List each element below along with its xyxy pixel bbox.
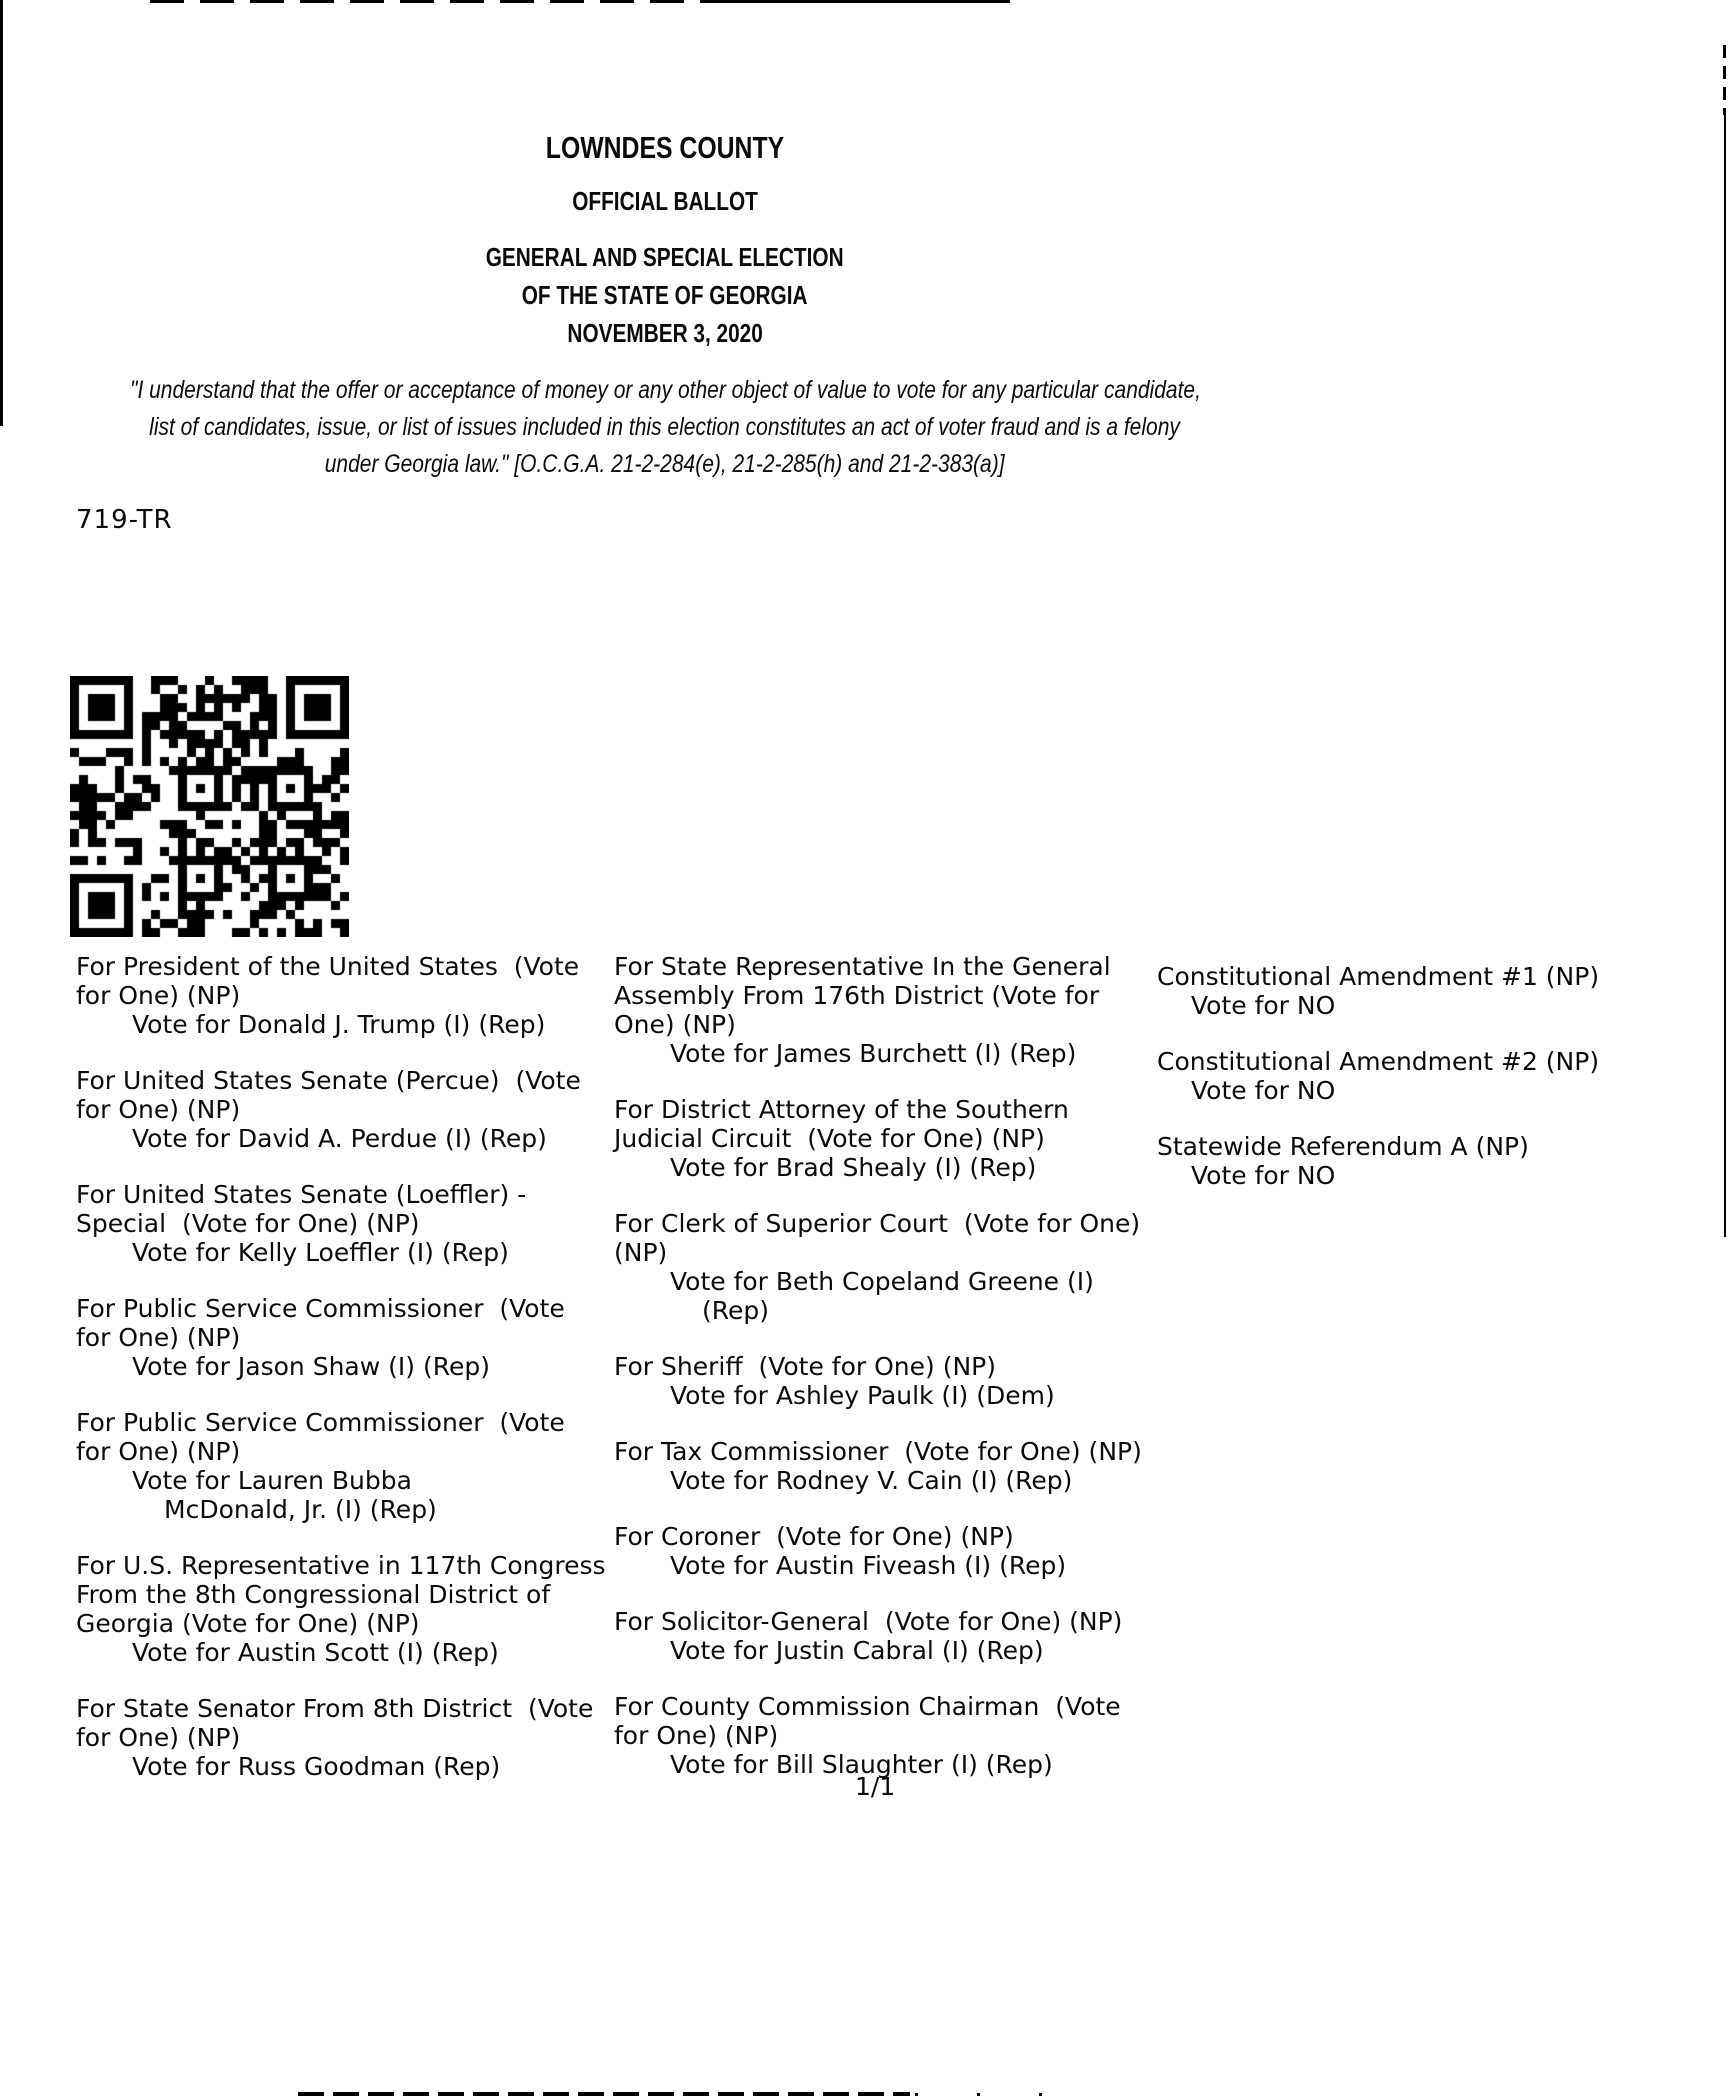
- contest: [76, 952, 636, 1039]
- contest-selection-line: Vote for NO: [1191, 1161, 1336, 1190]
- contest-selection-line: Vote for Brad Shealy (I) (Rep): [670, 1153, 1037, 1182]
- ballot-style-code: 719-TR: [76, 505, 173, 535]
- contest-selection-line: Vote for Austin Fiveash (I) (Rep): [670, 1551, 1067, 1580]
- contest-title-line: for One) (NP): [76, 1095, 241, 1124]
- contest-title-line: Judicial Circuit (Vote for One) (NP): [614, 1124, 1045, 1153]
- contest-title-line: for One) (NP): [614, 1721, 779, 1750]
- contest-title-line: Georgia (Vote for One) (NP): [76, 1609, 420, 1638]
- election-title: GENERAL AND SPECIAL ELECTION OF THE STATE OF GEORGIA NOVEMBER 3, 2020: [0, 238, 1330, 352]
- ballot-column-3: [1157, 962, 1702, 1217]
- contest: [76, 1180, 636, 1267]
- contest: [1157, 962, 1702, 1020]
- contest: [1157, 1047, 1702, 1105]
- scan-edge-bottom-dots: [915, 2093, 1060, 2096]
- fraud-notice-line: list of candidates, issue, or list of issues included in this election constitutes an act of voter fraud and is a felony: [149, 413, 1181, 441]
- contest: [76, 1408, 636, 1524]
- contest: [614, 1522, 1174, 1580]
- fraud-notice-line: under Georgia law." [O.C.G.A. 21-2-284(e), 21-2-285(h) and 21-2-383(a)]: [325, 450, 1005, 478]
- contest-selection-line: Vote for Jason Shaw (I) (Rep): [132, 1352, 490, 1381]
- contest-title-line: For Tax Commissioner (Vote for One) (NP): [614, 1437, 1142, 1466]
- contest: [76, 1694, 636, 1781]
- contest-title-line: for One) (NP): [76, 1723, 241, 1752]
- contest: [614, 1437, 1174, 1495]
- page-number: 1/1: [855, 1772, 896, 1801]
- contest: [1157, 1132, 1702, 1190]
- contest-selection-line: Vote for Rodney V. Cain (I) (Rep): [670, 1466, 1073, 1495]
- ballot-column-1: [76, 952, 636, 1808]
- contest-title-line: For Clerk of Superior Court (Vote for One): [614, 1209, 1141, 1238]
- contest-title-line: for One) (NP): [76, 1323, 241, 1352]
- contest-title-line: Statewide Referendum A (NP): [1157, 1132, 1529, 1161]
- contest-title-line: For Public Service Commissioner (Vote: [76, 1294, 565, 1323]
- ballot-title: OFFICIAL BALLOT: [572, 186, 758, 216]
- contest-selection-line: Vote for Lauren Bubba: [132, 1466, 412, 1495]
- contest: [614, 1692, 1174, 1779]
- contest: [76, 1066, 636, 1153]
- contest-selection-line: Vote for Russ Goodman (Rep): [132, 1752, 501, 1781]
- scan-edge-right: [1724, 112, 1726, 1237]
- contest-selection-line: Vote for Beth Copeland Greene (I): [670, 1267, 1094, 1296]
- contest-title-line: (NP): [614, 1238, 668, 1267]
- contest-title-line: One) (NP): [614, 1010, 736, 1039]
- contest-title-line: From the 8th Congressional District of: [76, 1580, 551, 1609]
- contest-title-line: for One) (NP): [76, 1437, 241, 1466]
- contest-title-line: For Sheriff (Vote for One) (NP): [614, 1352, 996, 1381]
- contest-selection-line: Vote for Kelly Loeffler (I) (Rep): [132, 1238, 509, 1267]
- ballot-column-2: [614, 952, 1174, 1806]
- contest: [614, 1607, 1174, 1665]
- election-state-line: OF THE STATE OF GEORGIA: [522, 280, 808, 310]
- contest-selection-line: Vote for Ashley Paulk (I) (Dem): [670, 1381, 1055, 1410]
- contest: [614, 952, 1174, 1068]
- contest-title-line: Constitutional Amendment #1 (NP): [1157, 962, 1600, 991]
- contest-selection-line: Vote for Justin Cabral (I) (Rep): [670, 1636, 1044, 1665]
- contest-title-line: For District Attorney of the Southern: [614, 1095, 1069, 1124]
- contest-title-line: For United States Senate (Loeffler) -: [76, 1180, 527, 1209]
- contest-title-line: For County Commission Chairman (Vote: [614, 1692, 1121, 1721]
- contest-selection-line: Vote for Bill Slaughter (I) (Rep): [670, 1750, 1053, 1779]
- contest: [76, 1551, 636, 1667]
- contest-title-line: For President of the United States (Vote: [76, 952, 580, 981]
- ballot-header: [0, 131, 1330, 352]
- contest: [76, 1294, 636, 1381]
- scan-edge-right-dashed: [1723, 45, 1726, 115]
- contest-title-line: For State Representative In the General: [614, 952, 1111, 981]
- qr-code: [70, 676, 349, 937]
- scan-edge-top: [150, 0, 710, 3]
- contest-title-line: For Coroner (Vote for One) (NP): [614, 1522, 1014, 1551]
- contest-title-line: For United States Senate (Percue) (Vote: [76, 1066, 581, 1095]
- county-title: LOWNDES COUNTY: [545, 130, 785, 165]
- contest-selection-line: (Rep): [702, 1296, 770, 1325]
- contest-title-line: Special (Vote for One) (NP): [76, 1209, 420, 1238]
- contest-selection-line: Vote for Austin Scott (I) (Rep): [132, 1638, 499, 1667]
- fraud-notice: [0, 372, 1330, 483]
- fraud-notice-line: "I understand that the offer or acceptance of money or any other object of value to vote for any particular candidate,: [129, 376, 1201, 404]
- contest-title-line: Assembly From 176th District (Vote for: [614, 981, 1100, 1010]
- contest-title-line: for One) (NP): [76, 981, 241, 1010]
- scan-edge-bottom: [298, 2092, 910, 2096]
- contest-title-line: For Solicitor-General (Vote for One) (NP): [614, 1607, 1123, 1636]
- contest-title-line: Constitutional Amendment #2 (NP): [1157, 1047, 1600, 1076]
- contest: [614, 1352, 1174, 1410]
- contest-selection-line: McDonald, Jr. (I) (Rep): [164, 1495, 437, 1524]
- contest-selection-line: Vote for NO: [1191, 1076, 1336, 1105]
- contest-title-line: For U.S. Representative in 117th Congress: [76, 1551, 606, 1580]
- contest-title-line: For Public Service Commissioner (Vote: [76, 1408, 565, 1437]
- election-date: NOVEMBER 3, 2020: [567, 318, 763, 348]
- scan-edge-top-solid: [700, 0, 1010, 3]
- contest-selection-line: Vote for NO: [1191, 991, 1336, 1020]
- contest-title-line: For State Senator From 8th District (Vote: [76, 1694, 594, 1723]
- contest-selection-line: Vote for Donald J. Trump (I) (Rep): [132, 1010, 546, 1039]
- contest-selection-line: Vote for James Burchett (I) (Rep): [670, 1039, 1077, 1068]
- contest: [614, 1095, 1174, 1182]
- contest-selection-line: Vote for David A. Perdue (I) (Rep): [132, 1124, 547, 1153]
- contest: [614, 1209, 1174, 1325]
